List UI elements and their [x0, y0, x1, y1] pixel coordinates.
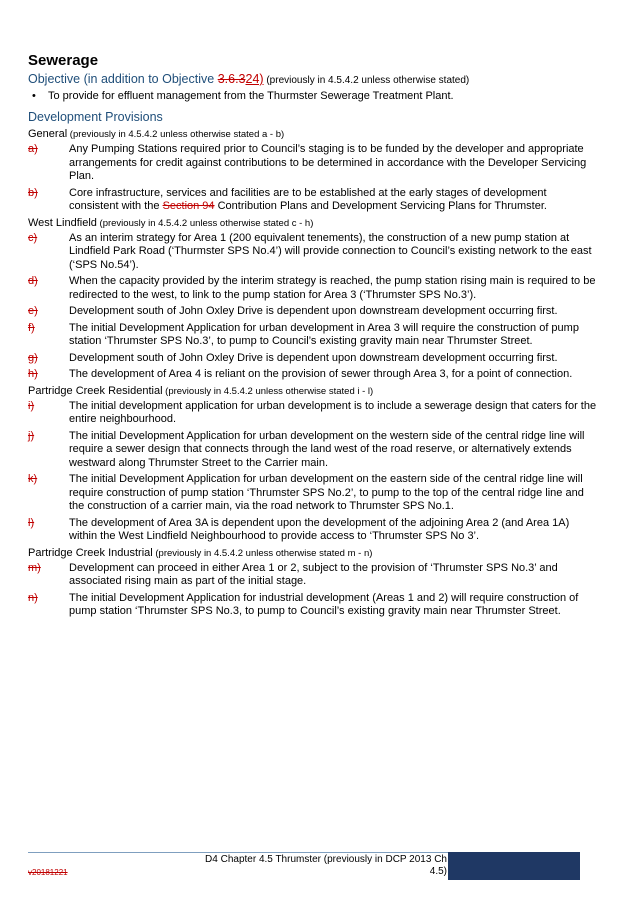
- objective-heading: [28, 72, 598, 86]
- item-letter: m): [28, 561, 41, 574]
- item-letter: i): [28, 399, 35, 412]
- list-item: [28, 143, 598, 184]
- objective-deleted-ref: 3.6.3: [217, 72, 246, 86]
- item-text-post: Contribution Plans and Development Servicing Plans for Thrumster.: [214, 200, 547, 212]
- section-heading: Development Provisions: [28, 110, 163, 124]
- list-item: [28, 592, 598, 619]
- version-label: v20181221: [28, 868, 68, 877]
- footer-text: [172, 854, 447, 878]
- item-text: The initial Development Application for urban development in Area 3 will require the construction of pump station ‘Thrumster SPS No.3’, to pump to Council’s existing gravity main near Thrumster Street.: [69, 321, 579, 347]
- subsection-heading: [28, 128, 598, 140]
- item-text: When the capacity provided by the interim strategy is reached, the pump station rising main is required to be redirected to the west, to link to the pump station for Area 3 (‘Thrumster SPS No.3’).: [69, 275, 596, 301]
- item-text: The development of Area 4 is reliant on the provision of sewer through Area 3, for a point of connection.: [69, 368, 573, 380]
- item-text: Development can proceed in either Area 1 or 2, subject to the provision of ‘Thrumster SPS No.3’ and associated rising main as part of the initial stage.: [69, 561, 558, 587]
- item-text: [69, 187, 598, 214]
- list-item: [28, 562, 598, 589]
- item-text-strike: Section 94: [162, 200, 215, 212]
- item-letter: e): [28, 305, 38, 317]
- subsection-heading: [28, 385, 598, 397]
- bullet-text: To provide for effluent management from the Thurmster Sewerage Treatment Plant.: [48, 90, 454, 102]
- document-page: [28, 52, 598, 622]
- item-letter: f): [28, 321, 35, 334]
- item-text: The initial Development Application for urban development on the eastern side of the central ridge line will require construction of pump station ‘Thrumster SPS No.2’, to pump to the top of the central ridge line and the construction of a carrier main, via the road network to Thrumster SPS No.1.: [69, 473, 584, 512]
- subsection-title: Partridge Creek Residential: [28, 384, 163, 397]
- subsection-note: (previously in 4.5.4.2 unless otherwise stated i - l): [162, 385, 374, 397]
- list-item: [28, 275, 598, 302]
- item-letter: h): [28, 368, 38, 380]
- footer-line2: 4.5): [429, 866, 447, 877]
- item-text: Development south of John Oxley Drive is dependent upon downstream development occurring first.: [69, 305, 558, 317]
- item-text: The initial Development Application for urban development on the western side of the central ridge line will require a sewer design that connects through the land west of the road reserve, or alternatively extends westward along Thrumster Street to the Carrier main.: [69, 429, 585, 469]
- item-letter: g): [28, 351, 38, 364]
- item-text: Development south of John Oxley Drive is dependent upon downstream development occurring first.: [69, 351, 558, 364]
- subsection-heading: [28, 217, 598, 229]
- sections-container: [28, 128, 598, 619]
- list-item: [28, 187, 598, 214]
- list-item: [28, 352, 598, 366]
- subsection-note: (previously in 4.5.4.2 unless otherwise stated c - h): [96, 217, 314, 229]
- objective-note: (previously in 4.5.4.2 unless otherwise stated): [263, 75, 470, 86]
- item-text-pre: Core infrastructure, services and facilities are to be established at the early stages of development consistent with the: [69, 186, 547, 212]
- item-letter: k): [28, 473, 38, 485]
- list-item: [28, 517, 598, 544]
- bullet-icon: •: [32, 90, 36, 102]
- item-letter: n): [28, 591, 38, 604]
- item-letter: c): [28, 231, 38, 244]
- item-letter: l): [28, 516, 35, 529]
- item-text: The development of Area 3A is dependent upon the development of the adjoining Area 2 (and Area 1A) within the West Lindfield Neighbourhood to provide access to ‘Thrumster SPS No 3’.: [69, 516, 570, 542]
- footer-line1: D4 Chapter 4.5 Thrumster (previously in DCP 2013 Ch: [205, 854, 447, 865]
- list-item: [28, 322, 598, 349]
- item-text: Any Pumping Stations required prior to Council’s staging is to be funded by the developer and appropriate arrangements for credit against contributions to be determined in accordance with the Developer Servicing Plan.: [69, 143, 587, 182]
- item-letter: j): [28, 429, 35, 442]
- item-text: As an interim strategy for Area 1 (200 equivalent tenements), the construction of a new pump station at Lindfield Park Road (‘Thurmster SPS No.4’) will provide connection to Council’s existing network to the east (‘SPS No.54’).: [69, 231, 592, 271]
- footer-color-block: [448, 852, 580, 880]
- subsection-note: (previously in 4.5.4.2 unless otherwise stated m - n): [152, 547, 373, 559]
- objective-bullet: [28, 90, 598, 102]
- item-text: The initial Development Application for industrial development (Areas 1 and 2) will require construction of pump station ‘Thrumster SPS No.3, to pump to Council’s existing gravity main near Thrumster Street.: [69, 591, 579, 617]
- item-text: The initial development application for urban development is to include a sewerage design that caters for the entire neighbourhood.: [69, 399, 597, 425]
- list-item: [28, 473, 598, 514]
- subsection-title: West Lindfield: [28, 216, 97, 229]
- list-item: [28, 430, 598, 471]
- objective-inserted-ref: 24): [245, 72, 264, 86]
- item-letter: b): [28, 186, 38, 199]
- subsection-note: (previously in 4.5.4.2 unless otherwise stated a - b): [67, 129, 285, 140]
- item-letter: a): [28, 143, 38, 155]
- subsection-title: Partridge Creek Industrial: [28, 546, 153, 559]
- subsection-heading: [28, 547, 598, 559]
- objective-label: Objective (in addition to Objective: [28, 72, 218, 86]
- list-item: [28, 368, 598, 382]
- subsection-title: General: [28, 128, 68, 140]
- list-item: [28, 400, 598, 427]
- page-title: Sewerage: [28, 52, 99, 69]
- list-item: [28, 305, 598, 319]
- item-letter: d): [28, 275, 38, 287]
- list-item: [28, 232, 598, 273]
